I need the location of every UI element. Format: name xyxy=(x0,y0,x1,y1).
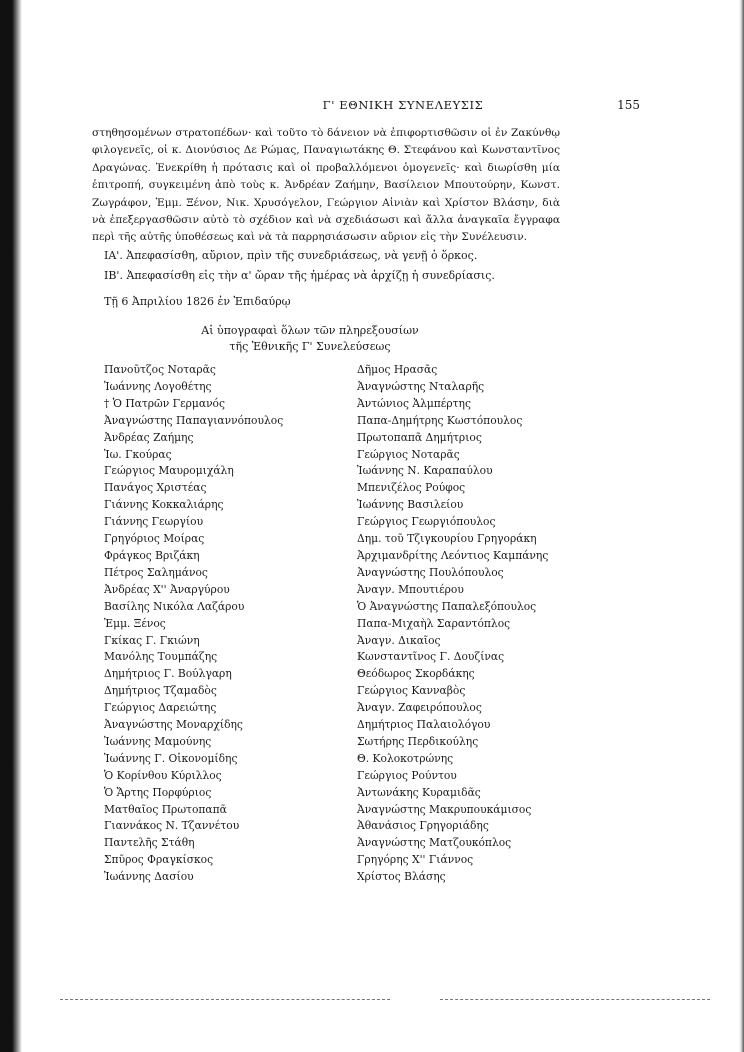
signature-name: Ἀναγνώστης Μοναρχίδης xyxy=(104,718,243,732)
signature-name: Ἰω. Γκούρας xyxy=(104,447,172,461)
signature-name: Ἀνδρέας Ζαήμης xyxy=(104,430,194,444)
signatures-left-column xyxy=(104,362,283,886)
bottom-rule-left xyxy=(60,999,390,1000)
signature-name: Ἀναγνώστης Μακρυπουκάμισος xyxy=(357,802,532,816)
signature-name: Ἀναγνώστης Ματζουκόπλος xyxy=(357,836,512,850)
scan-binding-edge xyxy=(0,0,22,1052)
signature-name: Φράγκος Βριζάκη xyxy=(104,548,200,562)
signature-name: Σπῦρος Φραγκίσκος xyxy=(104,853,214,867)
signature-name: Γεώργιος Δαρειώτης xyxy=(104,701,217,715)
signature-name: Ὁ Ἄρτης Πορφύριος xyxy=(104,785,212,799)
signature-name: Γεώργιος Μαυρομιχάλη xyxy=(104,464,234,478)
signature-name: Ἰωάννης Βασιλείου xyxy=(357,498,464,512)
signature-name: Γεώργιος Κανναβὸς xyxy=(357,684,466,698)
signatures-heading-line-1: Αἱ ὑπογραφαὶ ὅλων τῶν πληρεξουσίων xyxy=(201,324,419,337)
scan-right-edge xyxy=(739,0,744,1052)
signature-name: Ἀναγνώστης Πουλόπουλος xyxy=(357,565,504,579)
signature-name: Ἀντώνιος Ἀλμπέρτης xyxy=(357,396,471,410)
signature-name: Δημήτριος Γ. Βούλγαρη xyxy=(104,667,232,681)
paragraph-text: στηθησομένων στρατοπέδων· καὶ τοῦτο τὸ δάνειον νὰ ἐπιφορτισθῶσιν οἱ ἐν Ζακύνθῳ φιλογενεῖς, οἱ κ. Διονύσιος Δε Ρώμας, Παναγιωτάκης Θ. Στεφάνου καὶ Κωνσταντῖνος Δραγώνας. Ἐνεκρίθη ἡ πρότασις καὶ οἱ προβαλλόμενοι ὁμογενεῖς· καὶ διωρίσθη μία ἐπιτροπή, συγκειμένη ἀπὸ τοὺς κ. Ἀνδρέαν Ζαήμην, Βασίλειον Μπουτούρην, Κωνστ. Ζωγράφον, Ἐμμ. Ξένον, Νικ. Χρυσόγελον, Γεώργιον Αἰνιὰν καὶ Χρίστον Βλάσην, διὰ νὰ ἐπεξεργασθῶσιν αὐτὸ τὸ σχέδιον καὶ νὰ σχεδιάσωσι καὶ ἄλλα ἀναγκαῖα ἔγγραφα περὶ τῆς αὐτῆς ὑποθέσεως καὶ νὰ τὰ παρρησιάσωσιν αὔριον εἰς τὴν Συνέλευσιν. xyxy=(92,127,560,244)
signature-name: Δημ. τοῦ Τζιγκουρίου Γρηγοράκη xyxy=(357,532,537,546)
resolution-12: ΙΒ'. Ἀπεφασίσθη εἰς τὴν α' ὥραν τῆς ἡμέρας νὰ ἀρχίζῃ ἡ συνεδρίασις. xyxy=(104,269,495,282)
signature-name: Γρηγόρης Χ'' Γιάννος xyxy=(357,853,474,867)
signature-name: Γεώργιος Νοταρᾶς xyxy=(357,447,460,461)
signature-name: Γιαννάκος Ν. Τζαννέτου xyxy=(104,819,240,833)
signature-name: Παπα-Μιχαὴλ Σαραντόπλος xyxy=(357,616,511,630)
signature-name: Χρίστος Βλάσης xyxy=(357,870,446,884)
signature-name: Παπα-Δημήτρης Κωστόπουλος xyxy=(357,413,523,427)
signature-name: Ἰωάννης Λογοθέτης xyxy=(104,379,212,393)
signature-name: Δῆμος Ηρασᾶς xyxy=(357,363,438,376)
signature-name: Γιάννης Γεωργίου xyxy=(104,515,204,529)
signature-name: Γεώργιος Ρούντου xyxy=(357,768,457,782)
signature-name: Δημήτριος Τζαμαδὸς xyxy=(104,684,217,698)
signature-name: Ἀναγν. Δικαῖος xyxy=(357,633,441,647)
signature-name: Ἀναγνώστης Παπαγιαννόπουλος xyxy=(104,413,284,427)
signature-name: Ἀναγνώστης Νταλαρῆς xyxy=(357,379,485,393)
signature-name: Ἰωάννης Μαμούνης xyxy=(104,734,212,748)
signature-name: Γρηγόριος Μοίρας xyxy=(104,532,205,546)
signature-name: Πανοῦτζος Νοταρᾶς xyxy=(104,363,216,376)
signature-name: Πέτρος Σαλημάνος xyxy=(104,565,208,579)
signatures-heading xyxy=(180,323,440,355)
bottom-rule-right xyxy=(440,999,710,1000)
date-line: Τῇ 6 Ἀπριλίου 1826 ἐν Ἐπιδαύρῳ xyxy=(104,295,291,308)
signature-name: Γκίκας Γ. Γκιώνη xyxy=(104,633,200,647)
signature-name: Μανόλης Τουμπάζης xyxy=(104,650,218,664)
signature-name: Ἐμμ. Ξένος xyxy=(104,616,166,630)
signature-name: Ματθαῖος Πρωτοπαπᾶ xyxy=(104,802,227,816)
signature-name: Γεώργιος Γεωργιόπουλος xyxy=(357,515,496,529)
signature-name: Ὁ Κορίνθου Κύριλλος xyxy=(104,768,222,782)
signature-name: Ἰωάννης Γ. Οἰκονομίδης xyxy=(104,751,238,765)
signature-name: Γιάννης Κοκκαλιάρης xyxy=(104,498,224,512)
body-paragraph xyxy=(92,125,560,247)
page-number: 155 xyxy=(617,98,640,112)
signature-name: Ἰωάννης Δασίου xyxy=(104,870,194,884)
signature-name: Ἀνδρέας Χ'' Ἀναργύρου xyxy=(104,582,230,596)
signatures-right-column xyxy=(357,362,548,886)
signature-name: Δημήτριος Παλαιολόγου xyxy=(357,718,491,732)
signature-name: Βασίλης Νικόλα Λαζάρου xyxy=(104,599,245,613)
signatures-heading-line-2: τῆς Ἐθνικῆς Γ' Συνελεύσεως xyxy=(229,340,391,353)
resolution-11: ΙΑ'. Ἀπεφασίσθη, αὔριον, πρὶν τῆς συνεδριάσεως, νὰ γενῇ ὁ ὅρκος. xyxy=(104,249,478,262)
signature-name: Παντελῆς Στάθη xyxy=(104,836,195,850)
signature-name: Ἀρχιμανδρίτης Λεόντιος Καμπάνης xyxy=(357,548,549,562)
signature-name: Πανάγος Χριστέας xyxy=(104,481,207,495)
signature-name: Πρωτοπαπᾶ Δημήτριος xyxy=(357,430,482,444)
signature-name: Μπενιζέλος Ρούφος xyxy=(357,481,466,495)
signature-name: † Ὁ Πατρῶν Γερμανός xyxy=(104,396,225,410)
signature-name: Σωτήρης Περδικούλης xyxy=(357,734,479,748)
signature-name: Ἀντωνάκης Κυραμιδᾶς xyxy=(357,785,481,799)
running-title: Γ' ΕΘΝΙΚΗ ΣΥΝΕΛΕΥΣΙΣ xyxy=(322,98,484,112)
signature-name: Ἀθανάσιος Γρηγοριάδης xyxy=(357,819,489,833)
signature-name: Ἀναγν. Ζαφειρόπουλος xyxy=(357,701,482,715)
signature-name: Ἀναγν. Μπουτιέρου xyxy=(357,582,464,596)
signature-name: Ὁ Ἀναγνώστης Παπαλεξόπουλος xyxy=(357,599,537,613)
signature-name: Θεόδωρος Σκορδάκης xyxy=(357,667,475,681)
signature-name: Κωνσταντῖνος Γ. Δουζίνας xyxy=(357,650,505,664)
signature-name: Ἰωάννης Ν. Καραπαύλου xyxy=(357,464,493,478)
signature-name: Θ. Κολοκοτρώνης xyxy=(357,751,454,765)
